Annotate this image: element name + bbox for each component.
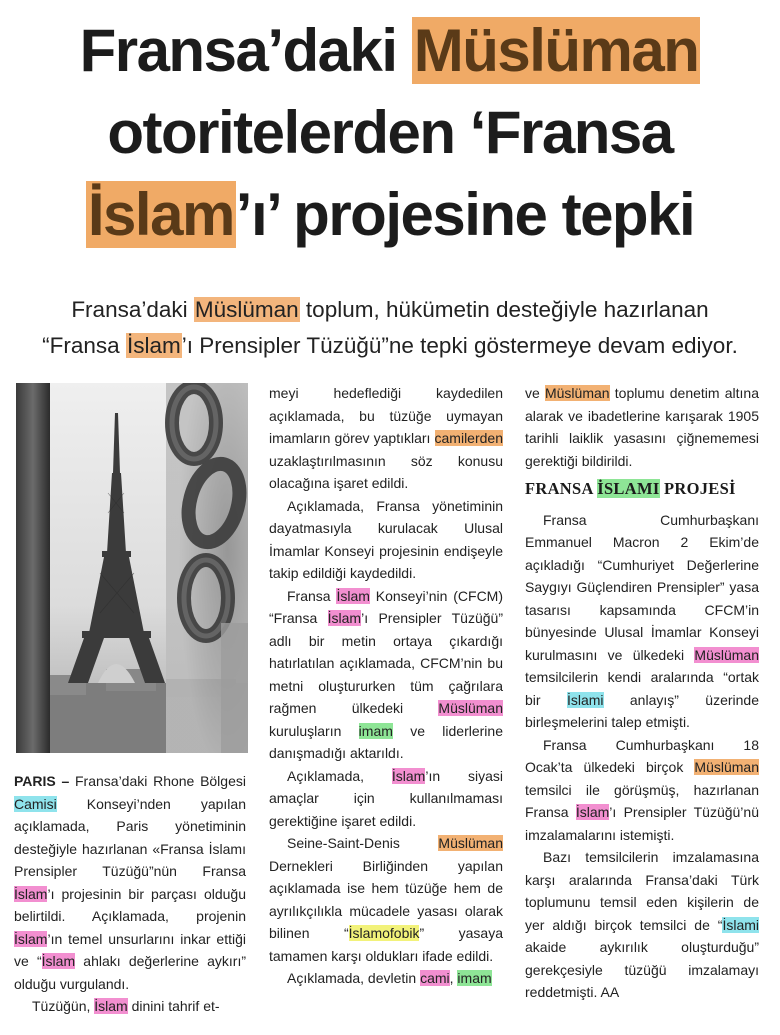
highlight-muslim: Müslüman (438, 700, 503, 716)
headline-line-3 (0, 174, 780, 256)
text-run: ” yasaya tamamen karşı oldukları ifade edildi. (269, 925, 503, 964)
highlight-islam: İslam (391, 767, 426, 784)
text-run: ahlakı değerlerine aykırı” olduğu vurgulandı. (14, 953, 246, 992)
subhead-text: ’ı Prensipler Tüzüğü”ne tepki göstermeye devam ediyor. (181, 333, 738, 358)
subheadline (0, 292, 780, 364)
text-run: dinini tahrif et- (127, 998, 220, 1014)
subhead-text: “Fransa (42, 333, 126, 358)
highlight-muslim: Müslüman (544, 385, 610, 401)
text-run: meyi hedeflediği kaydedilen açıklamada, bu tüzüğe uymayan imamların görev yaptıkları (269, 385, 503, 446)
text-run: Fransa’daki Rhone Bölgesi (69, 773, 246, 789)
paragraph (269, 967, 503, 990)
text-run: Fransa Cumhurbaşkanı 18 Ocak’ta ülkedeki birçok (525, 736, 759, 775)
text-run: ’ı Prensipler Tüzüğü” adlı bir metin ortaya çıkardığı hatırlatılan açıklamada, CFCM’nin bu metni oluştururken tüm çağrılara rağmen ülkedeki (269, 610, 503, 716)
text-run: Fransa Cumhurbaşkanı Emmanuel Macron 2 Ekim’de açıkladığı “Cumhuriyet Değerlerine Saygıyı Güçlendiren Prensipler” yasa tasarısı kapsamında CFCM’in bünyesinde Ulusal İmamlar Konseyi kurulmasını ve ülkedeki (525, 511, 759, 663)
text-run: FRANSA (525, 479, 598, 498)
text-run: Konseyi’nin (CFCM) “Fransa (269, 587, 504, 626)
text-run: , (449, 970, 458, 986)
paragraph (525, 846, 759, 1004)
dateline-kicker: PARIS – (14, 773, 70, 789)
eiffel-tower-photo (16, 383, 248, 753)
text-run: ’ın siyasi amaçlar için kullanılmaması gerektiğine işaret edildi. (269, 767, 503, 829)
paragraph (525, 382, 759, 472)
section-heading (525, 478, 759, 501)
highlight-islam: İslam (94, 998, 128, 1014)
highlight-islami: İslami (566, 691, 604, 708)
text-run: Açıklamada, devletin (287, 970, 421, 986)
highlight-mosque: cami (420, 970, 450, 986)
text-run: ve (525, 385, 545, 401)
paragraph (269, 832, 503, 967)
paragraph (525, 734, 759, 847)
highlight-islami: İSLAMI (597, 479, 660, 498)
text-run: Konseyi’nden yapılan açıklamada, Paris yönetiminin desteğiyle hazırlanan «Fransa İslamı Prensipler Tüzüğü”nün Fransa (14, 795, 246, 879)
paragraph (269, 585, 503, 765)
article-column-2 (269, 382, 503, 990)
text-run: ’ın temel unsurlarını inkar ettiği ve “ (14, 930, 246, 969)
paragraph: Açıklamada, Fransa yönetiminin dayatmasıyla kurulacak Ulusal İmamlar Konseyi projesinin endişeyle takip edildiği kaydedildi. (269, 497, 503, 581)
highlight-islamophobic: İslamofobik (348, 925, 420, 941)
highlight-islam: İslam (87, 181, 234, 248)
text-run: Dernekleri Birliğinden yapılan açıklamada ise hem tüzüğe hem de ayrılıkçılıkla mücadele yasası olarak bilinen “ (269, 857, 503, 941)
subheadline-line-2 (0, 328, 780, 364)
highlight-islam: İslam (126, 333, 181, 358)
text-run: Bazı temsilcilerin imzalamasına karşı aralarında Fransa’daki Türk toplumunu temsil eden kişilerin de yer aldığı birçok temsilci de “ (525, 849, 759, 933)
highlight-imam: imam (457, 970, 492, 986)
text-run: temsilcilerin kendi aralarında “ortak bir (525, 669, 759, 708)
highlight-muslim: Müslüman (694, 646, 759, 663)
text-run: ’ı Prensipler Tüzüğü’nü imzalamalarını istemişti. (525, 804, 759, 843)
article-column-3 (525, 382, 759, 1004)
highlight-mosque: Camisi (14, 795, 57, 812)
highlight-islam: İslam (41, 953, 76, 969)
text-run: anlayış” üzerinde birleşmelerini talep etmişti. (525, 691, 759, 730)
highlight-muslim: Müslüman (438, 835, 503, 851)
paragraph (269, 382, 503, 495)
highlight-islam: İslam (327, 610, 362, 626)
paragraph (14, 995, 246, 1018)
paragraph (14, 770, 246, 995)
text-run: uzaklaştırılmasının söz konusu olacağına işaret edildi. (269, 452, 503, 491)
highlight-imam: imam (358, 722, 393, 739)
headline-text: Fransa’daki (79, 17, 412, 84)
highlight-mosques: camilerden (434, 430, 503, 446)
headline (0, 10, 780, 256)
highlight-islam: İslam (336, 587, 370, 604)
text-run: Tüzüğün, (32, 998, 95, 1014)
text-run: toplumu denetim altına alarak ve ibadetlerine karışarak 1905 tarihli laiklik yasasını çiğnememesi gerektiği bildirildi. (525, 385, 759, 469)
highlight-muslim: Müslüman (413, 17, 699, 84)
text-run: ve liderlerine danışmadığı aktarıldı. (269, 722, 503, 761)
article-column-1 (14, 770, 246, 1018)
highlight-muslim: Müslüman (194, 297, 299, 322)
text-run: Açıklamada, (287, 767, 392, 784)
subheadline-line-1 (0, 292, 780, 328)
subhead-text: toplum, hükümetin desteğiyle hazırlanan (299, 297, 709, 322)
text-run: PROJESİ (659, 479, 736, 498)
text-run: akaide aykırılık oluşturduğu” gerekçesiyle tüzüğü imzalamayı reddetmişti. AA (525, 939, 759, 1000)
highlight-islam: İslam (14, 930, 48, 947)
headline-line-1 (0, 10, 780, 92)
paragraph (269, 765, 503, 833)
highlight-muslim: Müslüman (694, 759, 759, 775)
highlight-islam: İslam (575, 804, 610, 820)
text-run: Fransa (287, 587, 337, 604)
headline-line-2: otoritelerden ‘Fransa (107, 99, 673, 166)
subhead-text: Fransa’daki (71, 297, 194, 322)
highlight-islami: İslami (722, 916, 759, 933)
text-run: Seine-Saint-Denis (287, 835, 439, 851)
highlight-islam: İslam (14, 885, 48, 902)
eiffel-tower-photo-icon (16, 383, 248, 753)
text-run: ’ı projesinin bir parçası olduğu belirtildi. Açıklamada, projenin (14, 885, 246, 924)
headline-text: ’ı’ projesine tepki (235, 181, 695, 248)
paragraph (525, 509, 759, 734)
text-run: temsilci ile görüşmüş, hazırlanan Fransa (525, 781, 759, 820)
text-run: kuruluşların (269, 722, 359, 739)
